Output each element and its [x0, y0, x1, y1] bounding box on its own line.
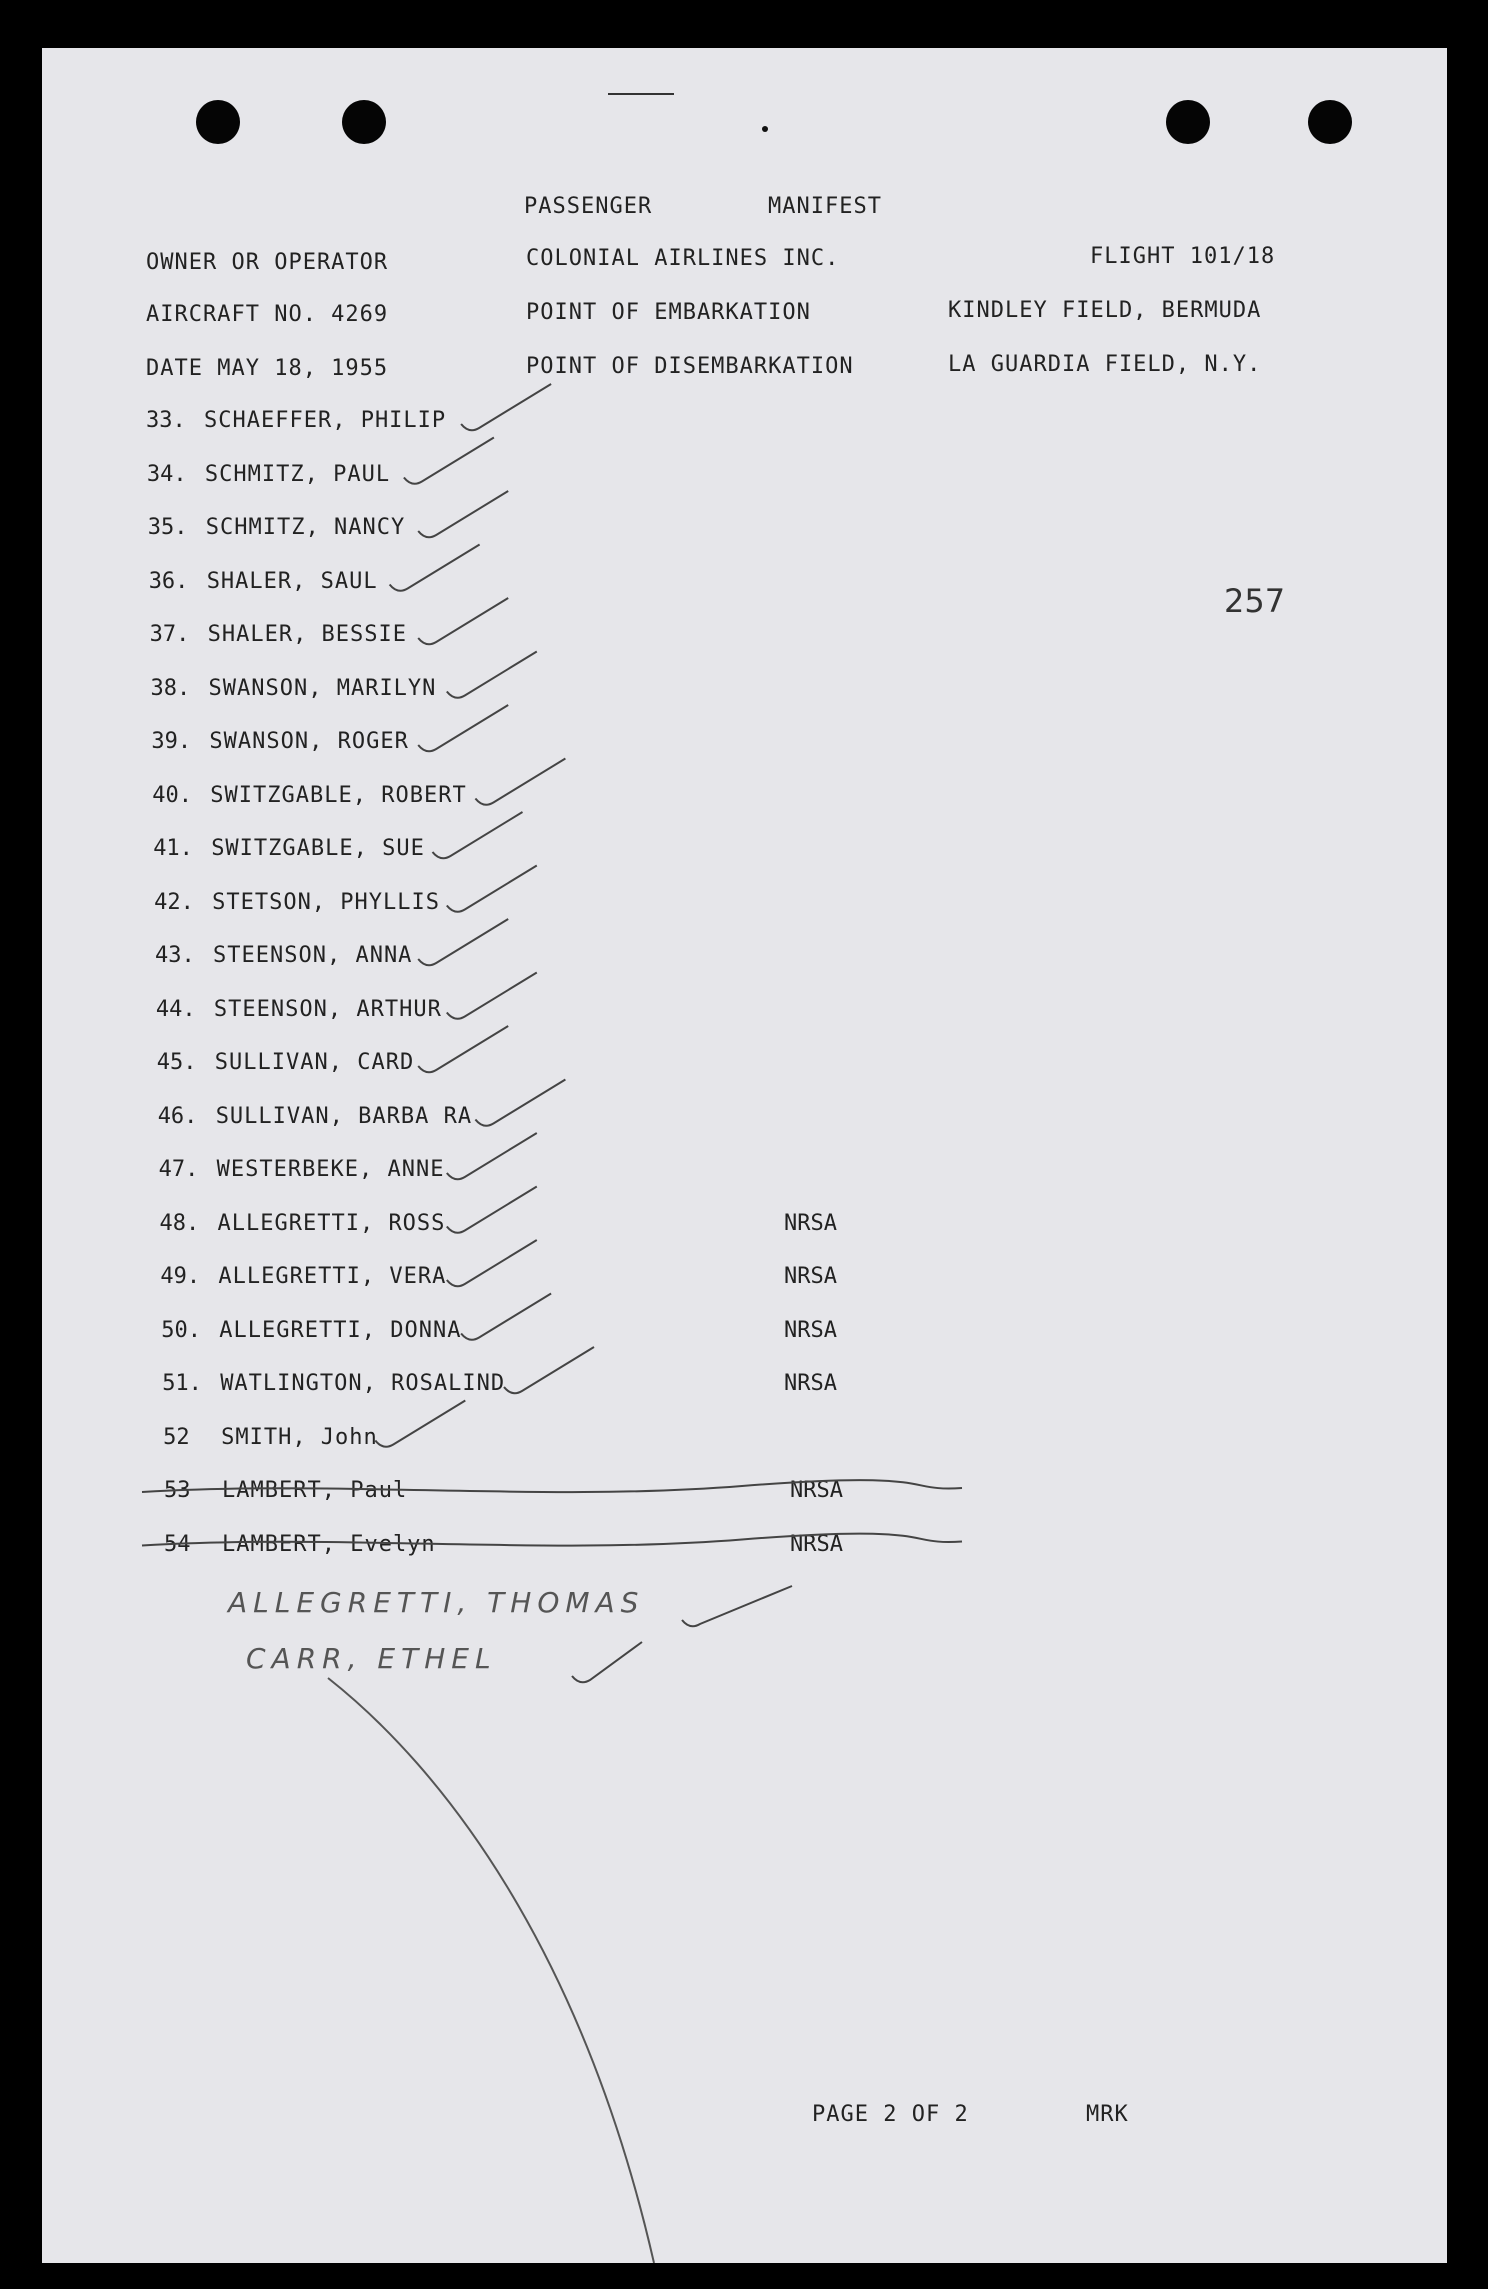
passenger-number: 34.	[146, 461, 187, 487]
passenger-name: STEENSON, ARTHUR	[213, 996, 442, 1022]
strike-line	[142, 1534, 962, 1546]
passenger-name: STETSON, PHYLLIS	[212, 889, 441, 915]
title-manifest: MANIFEST	[768, 194, 882, 219]
passenger-name: WESTERBEKE, ANNE	[216, 1157, 445, 1182]
check-mark	[375, 1401, 465, 1447]
nrsa-note: NRSA	[790, 1531, 843, 1557]
check-mark	[447, 1240, 537, 1286]
check-mark	[418, 919, 508, 965]
passenger-name: SWITZGABLE, SUE	[211, 836, 425, 861]
passenger-name: SWITZGABLE, ROBERT	[210, 782, 467, 808]
manifest-date: DATE MAY 18, 1955	[146, 356, 389, 381]
passenger-number: 36.	[148, 568, 189, 594]
passenger-name: SHALER, BESSIE	[207, 622, 408, 647]
passenger-number: 39.	[151, 729, 192, 754]
passenger-name: SULLIVAN, BARBA RA	[215, 1103, 473, 1129]
passenger-name: SWANSON, MARILYN	[208, 675, 437, 701]
passenger-number: 49.	[160, 1264, 201, 1289]
check-mark	[418, 598, 508, 644]
embarkation-label: POINT OF EMBARKATION	[526, 300, 811, 325]
manifest-page	[42, 48, 1447, 2263]
passenger-name: SCHMITZ, PAUL	[204, 461, 391, 487]
check-mark	[418, 705, 508, 751]
passenger-number: 45.	[156, 1050, 197, 1075]
passenger-name: SWANSON, ROGER	[209, 729, 409, 754]
handwritten-entry: CARR, ETHEL	[246, 1642, 497, 1675]
check-mark	[682, 1586, 792, 1626]
check-mark	[433, 812, 523, 858]
passenger-name: SMITH, John	[221, 1424, 378, 1450]
title-passenger: PASSENGER	[524, 194, 653, 219]
disembarkation-label: POINT OF DISEMBARKATION	[526, 354, 854, 379]
passenger-name: LAMBERT, Evelyn	[222, 1531, 436, 1557]
passenger-number: 51.	[162, 1371, 202, 1396]
handwritten-entry: ALLEGRETTI, THOMAS	[228, 1586, 645, 1619]
check-mark	[461, 384, 551, 430]
passenger-name: LAMBERT, Paul	[222, 1478, 408, 1503]
passenger-number: 42.	[154, 889, 194, 915]
check-mark	[418, 491, 508, 537]
check-mark	[447, 1187, 537, 1233]
check-mark	[461, 1294, 551, 1340]
passenger-number: 52	[163, 1424, 190, 1450]
nrsa-note: NRSA	[784, 1264, 837, 1289]
embarkation-value: KINDLEY FIELD, BERMUDA	[948, 298, 1262, 323]
passenger-number: 46.	[157, 1103, 198, 1129]
passenger-name: STEENSON, ANNA	[213, 943, 413, 968]
owner-value: COLONIAL AIRLINES INC.	[526, 246, 840, 271]
disembarkation-value: LA GUARDIA FIELD, N.Y.	[948, 352, 1262, 377]
check-mark	[572, 1642, 642, 1682]
passenger-name: SULLIVAN, CARD	[214, 1050, 415, 1075]
passenger-name: ALLEGRETTI, ROSS	[217, 1210, 446, 1236]
passenger-name: ALLEGRETTI, DONNA	[219, 1317, 462, 1343]
pen-marks	[42, 48, 1447, 2263]
passenger-number: 48.	[159, 1210, 200, 1236]
check-mark	[447, 652, 537, 698]
passenger-number: 54	[164, 1531, 191, 1557]
check-mark	[404, 438, 494, 484]
page-stamp-number: 257	[1224, 582, 1286, 620]
check-mark	[475, 759, 565, 805]
check-mark	[447, 866, 537, 912]
passenger-number: 41.	[153, 836, 193, 861]
passenger-number: 47.	[158, 1157, 199, 1182]
owner-label: OWNER OR OPERATOR	[146, 250, 389, 275]
check-mark	[418, 1026, 508, 1072]
clerk-initials: MRK	[1086, 2102, 1129, 2127]
passenger-number: 50.	[161, 1317, 202, 1343]
check-mark	[390, 545, 480, 591]
aircraft-number: AIRCRAFT NO. 4269	[146, 302, 389, 327]
nrsa-note: NRSA	[784, 1210, 837, 1236]
strike-line	[142, 1480, 962, 1492]
passenger-name: SCHAEFFER, PHILIP	[204, 408, 447, 433]
passenger-number: 37.	[149, 622, 190, 647]
nrsa-note: NRSA	[784, 1317, 837, 1343]
passenger-name: WATLINGTON, ROSALIND	[220, 1371, 506, 1396]
check-mark	[504, 1347, 594, 1393]
passenger-name: SCHMITZ, NANCY	[205, 515, 406, 540]
check-mark	[475, 1080, 565, 1126]
passenger-number: 53	[164, 1478, 191, 1503]
flight-number: FLIGHT 101/18	[1090, 244, 1276, 269]
check-mark	[447, 973, 537, 1019]
signature-stroke	[328, 1678, 654, 2263]
passenger-name: ALLEGRETTI, VERA	[218, 1264, 447, 1289]
passenger-number: 44.	[155, 996, 196, 1022]
check-mark	[447, 1133, 537, 1179]
passenger-number: 43.	[155, 943, 195, 968]
page-number: PAGE 2 OF 2	[812, 2102, 969, 2127]
nrsa-note: NRSA	[790, 1478, 843, 1503]
passenger-number: 35.	[147, 515, 188, 540]
passenger-number: 40.	[152, 782, 193, 808]
passenger-name: SHALER, SAUL	[206, 568, 378, 594]
passenger-number: 38.	[150, 675, 191, 701]
passenger-number: 33.	[146, 408, 186, 433]
nrsa-note: NRSA	[784, 1371, 837, 1396]
